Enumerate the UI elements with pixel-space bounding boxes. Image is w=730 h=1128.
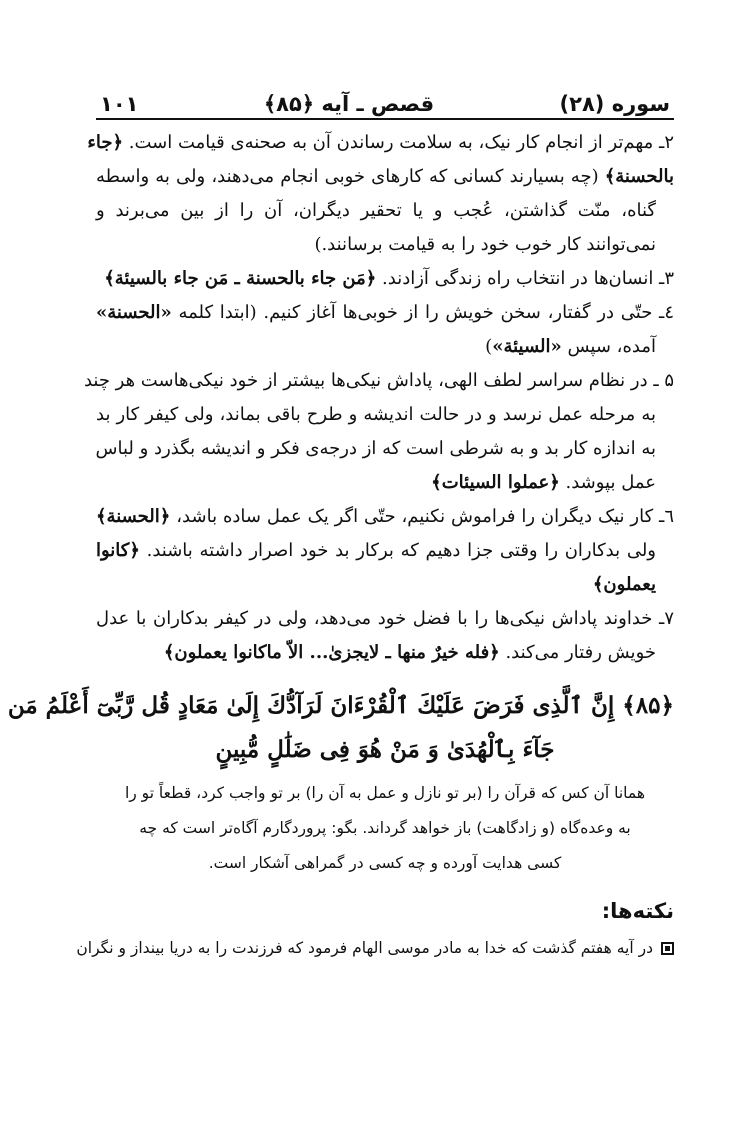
text-fragment: ۲ـ مهم‌تر از انجام کار نیک، به سلامت رساندن آن به صحنه‌ی قیامت است.: [123, 132, 674, 153]
point-item: [83, 364, 674, 500]
point-line: [87, 126, 674, 160]
text-fragment: گناه، منّت گذاشتن، عُجب و یا تحقیر دیگران، آن را از بین می‌برند و: [96, 200, 656, 221]
translation-line: همانا آن کس که قرآن را (بر تو نازل و عمل به آن را) بر تو واجب کرد، قطعاً تو را: [124, 784, 646, 802]
verse-line-1: ﴿۸۵﴾ إِنَّ ٱلَّذِى فَرَضَ عَلَيْكَ ٱلْقُرْءَانَ لَرَآدُّكَ إِلَىٰ مَعَادٍ قُل رَّبِّىٓ أَعْلَمُ مَن: [7, 692, 674, 719]
text-fragment: ۳ـ انسان‌ها در انتخاب راه زندگی آزادند.: [376, 268, 674, 289]
point-item: [96, 602, 674, 670]
text-fragment: خویش رفتار می‌کند.: [499, 642, 656, 663]
note-item: [76, 931, 674, 965]
page-number: ۱۰۱: [100, 92, 139, 116]
point-item: [96, 262, 674, 296]
note-text: در آیه هفتم گذشت که خدا به مادر موسی الهام فرمود که فرزندت را به دریا بینداز و نگران: [76, 939, 653, 957]
quran-verse: [7, 684, 674, 772]
quote-fragment: یعملون﴾: [592, 574, 656, 595]
page-header: [96, 80, 674, 120]
quote-fragment: ﴿جاء: [87, 132, 124, 153]
text-fragment: ٤ـ حتّی در گفتار، سخن خویش را از خوبی‌ها آغاز کنیم. (ابتدا کلمه: [171, 302, 674, 323]
point-item: [96, 500, 674, 602]
text-fragment: به اندازه کار بد و به شرطی است که از درجه‌ی فکر و اندیشه بگذرد و لباس: [95, 438, 656, 459]
point-line: [96, 330, 674, 364]
point-line: [96, 398, 674, 432]
header-title: قصص ـ آیه ﴿۸۵﴾: [263, 92, 435, 116]
point-line: [96, 432, 674, 466]
text-fragment: ۵ ـ در نظام سراسر لطف الهی، پاداش نیکی‌ها بیشتر از خود نیکی‌هاست هر چند: [83, 370, 674, 391]
text-fragment: نمی‌توانند کار خوب خود را به قیامت برسانند.): [314, 234, 656, 255]
point-line: [96, 568, 674, 602]
point-line: [83, 364, 674, 398]
square-bullet-icon: [661, 942, 674, 955]
point-line: [96, 296, 674, 330]
text-fragment: آمده، سپس: [561, 336, 656, 357]
point-line: [96, 160, 674, 194]
quote-fragment: «السیئة»: [492, 336, 562, 357]
point-line: [96, 228, 674, 262]
point-line: [96, 534, 674, 568]
quote-fragment: ﴿مَن جاء بالحسنة ـ مَن جاء بالسیئة﴾: [104, 268, 377, 289]
quote-fragment: ﴿کانوا: [96, 540, 140, 561]
quote-fragment: ﴿الحسنة﴾: [96, 506, 171, 527]
point-line: [96, 262, 674, 296]
point-line: [96, 602, 674, 636]
point-line: [96, 636, 674, 670]
notes-heading: نکته‌ها:: [601, 899, 674, 923]
translation-line: کسی هدایت آورده و چه کسی در گمراهی آشکار است.: [208, 854, 562, 872]
text-fragment: به مرحله عمل نرسد و در حالت اندیشه و طرح باقی بماند، ولی کیفر کار بد: [96, 404, 656, 425]
text-fragment: ٦ـ کار نیک دیگران را فراموش نکنیم، حتّی اگر یک عمل ساده باشد،: [170, 506, 674, 527]
verse-translation: [96, 776, 674, 881]
text-fragment: عمل بپوشد.: [559, 472, 656, 493]
text-fragment: ۷ـ خداوند پاداش نیکی‌ها را با فضل خود می‌دهد، ولی در کیفر بدکاران با عدل: [96, 608, 674, 629]
quote-fragment: ﴿فله خیرٌ منها ـ لایجزیٰ... الاّ ماکانوا یعملون﴾: [163, 642, 500, 663]
point-line: [96, 500, 674, 534]
text-fragment: ولی بدکاران را وقتی جزا دهیم که برکار بد خود اصرار داشته باشند.: [139, 540, 656, 561]
points-list: [83, 126, 674, 670]
point-line: [96, 466, 674, 500]
quote-fragment: ﴿عملوا السیئات﴾: [431, 472, 560, 493]
translation-line: به وعده‌گاه (و زادگاهت) باز خواهد گرداند. بگو: پروردگارم آگاه‌تر است که چه: [139, 819, 631, 837]
page: [7, 80, 674, 965]
text-fragment: (چه بسیارند کسانی که کارهای خوبی انجام می‌دهند، ولی به واسطه: [96, 166, 605, 187]
point-item: [96, 296, 674, 364]
point-line: [96, 194, 674, 228]
surah-label: سوره (۲۸): [559, 92, 670, 116]
point-item: [87, 126, 674, 262]
quote-fragment: «الحسنة»: [96, 302, 172, 323]
verse-line-2: جَآءَ بِٱلْهُدَىٰ وَ مَنْ هُوَ فِى ضَلَٰلٍ مُّبِينٍ: [215, 736, 555, 763]
text-fragment: ): [485, 336, 493, 357]
quote-fragment: بالحسنة﴾: [604, 166, 674, 187]
